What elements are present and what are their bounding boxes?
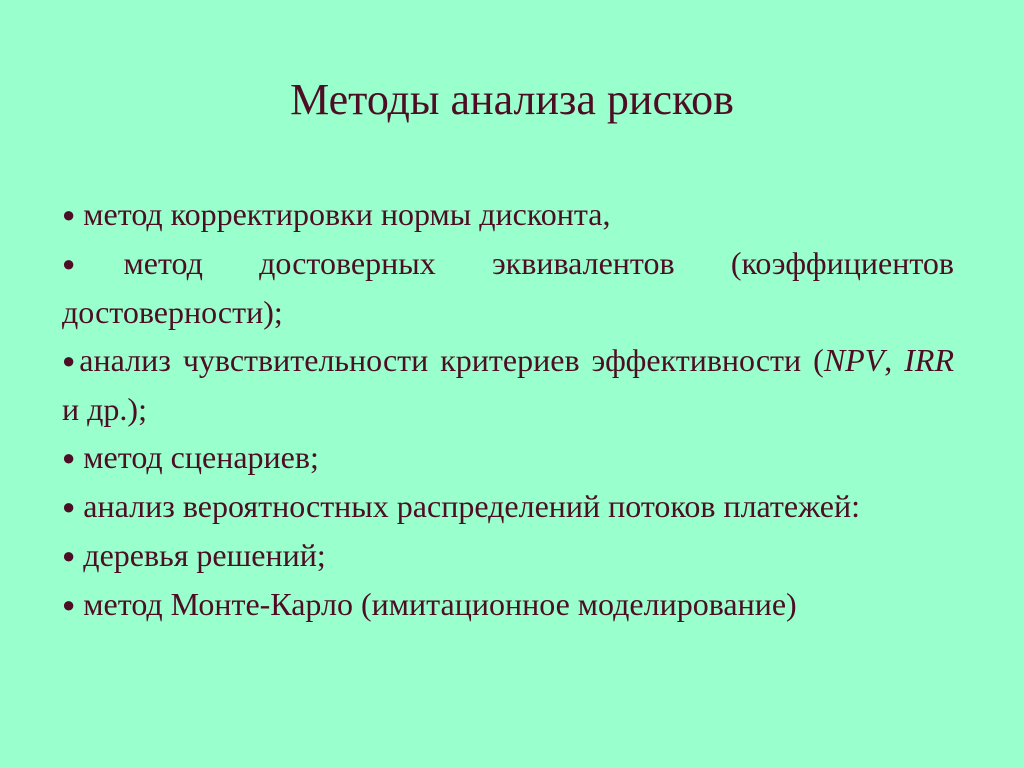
bullet-icon: ●: [62, 348, 80, 373]
separator-text: ,: [884, 342, 905, 378]
irr-term: IRR: [904, 342, 955, 378]
list-item-text: анализ чувствительности критериев эффективности (: [79, 342, 824, 378]
bullet-icon: ●: [62, 494, 76, 519]
bullet-icon: ●: [62, 543, 76, 568]
list-item: [62, 531, 954, 580]
list-item: [62, 190, 954, 239]
list-item-text: метод достоверных эквивалентов (коэффициентов достоверности);: [62, 245, 954, 330]
bullet-icon: ●: [62, 251, 124, 276]
npv-term: NPV: [823, 342, 885, 378]
bullet-icon: ●: [62, 445, 76, 470]
list-item: [62, 433, 954, 482]
bullet-list: [62, 190, 954, 629]
list-item-text: метод сценариев;: [83, 439, 319, 475]
list-item: [62, 580, 954, 629]
bullet-icon: ●: [62, 592, 76, 617]
list-item-text: метод корректировки нормы дисконта,: [83, 196, 611, 232]
slide-title: Методы анализа рисков: [290, 75, 734, 124]
list-item-text: анализ вероятностных распределений потоков платежей:: [83, 488, 860, 524]
list-item: [62, 239, 954, 336]
list-item: [62, 336, 954, 433]
bullet-icon: ●: [62, 202, 76, 227]
list-item-text: метод Монте-Карло (имитационное моделирование): [83, 586, 797, 622]
list-item: [62, 482, 954, 531]
list-item-text: деревья решений;: [83, 537, 326, 573]
list-item-text-suffix: и др.);: [62, 391, 147, 427]
